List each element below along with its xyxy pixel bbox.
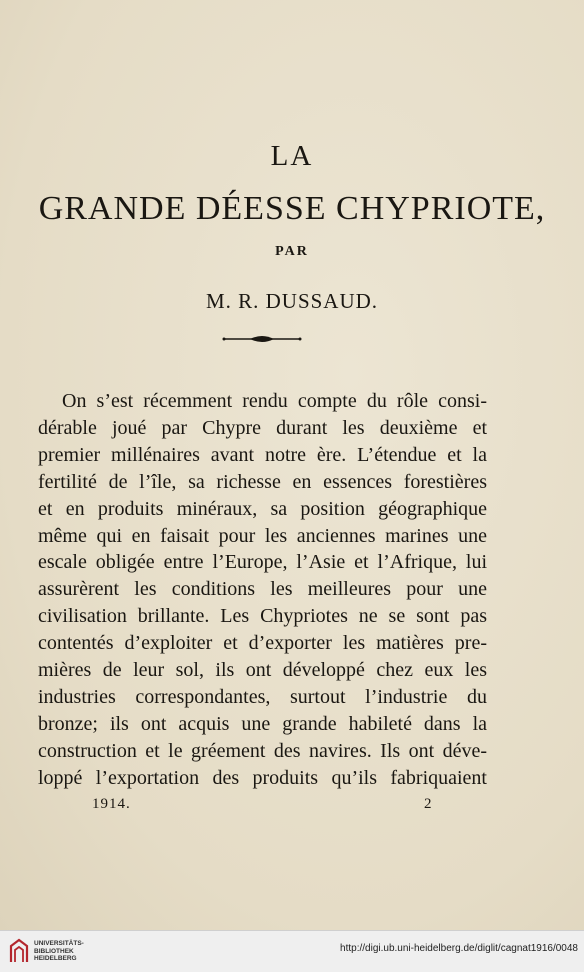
- viewer-footer: [0, 930, 584, 972]
- body-line: industries correspondantes, surtout l’industrie du: [38, 685, 487, 708]
- title-line-2: GRANDE DÉESSE CHYPRIOTE,: [38, 190, 546, 227]
- library-name: UNIVERSITÄTS- BIBLIOTHEK HEIDELBERG: [34, 940, 84, 962]
- body-line: premier millénaires avant notre ère. L’étendue et la: [38, 443, 487, 466]
- body-line: On s’est récemment rendu compte du rôle consi-: [62, 390, 487, 412]
- body-line: construction et le gréement des navires. Ils ont déve-: [38, 739, 487, 762]
- signature-number: 2: [424, 796, 433, 812]
- title-line-1: LA: [270, 140, 314, 172]
- ornament-divider-icon: [222, 333, 302, 345]
- university-logo-icon[interactable]: [8, 938, 30, 964]
- byline: PAR: [275, 244, 309, 259]
- body-line: et en produits minéraux, sa position géographique: [38, 497, 487, 520]
- body-line: dérable joué par Chypre durant les deuxième et: [38, 416, 487, 439]
- permalink-url[interactable]: http://digi.ub.uni-heidelberg.de/diglit/cagnat1916/0048: [340, 943, 578, 954]
- body-line: civilisation brillante. Les Chypriotes ne se sont pas: [38, 605, 487, 628]
- body-line: contentés d’exploiter et d’exporter les matières pre-: [38, 632, 487, 655]
- body-line: escale obligée entre l’Europe, l’Asie et l’Afrique, lui: [38, 551, 487, 574]
- signature-mark: 1914.: [92, 796, 131, 812]
- body-line: assurèrent les conditions les meilleures pour une: [38, 578, 487, 601]
- body-line: loppé l’exportation des produits qu’ils fabriquaient: [38, 766, 487, 789]
- body-line: mières de leur sol, ils ont développé chez eux les: [38, 659, 487, 682]
- body-line: même qui en faisait pour les anciennes marines une: [38, 524, 487, 547]
- author: M. R. DUSSAUD.: [205, 289, 379, 313]
- body-line: bronze; ils ont acquis une grande habileté dans la: [38, 712, 487, 735]
- body-paragraph: [38, 388, 487, 792]
- body-line: fertilité de l’île, sa richesse en essences forestières: [38, 470, 487, 493]
